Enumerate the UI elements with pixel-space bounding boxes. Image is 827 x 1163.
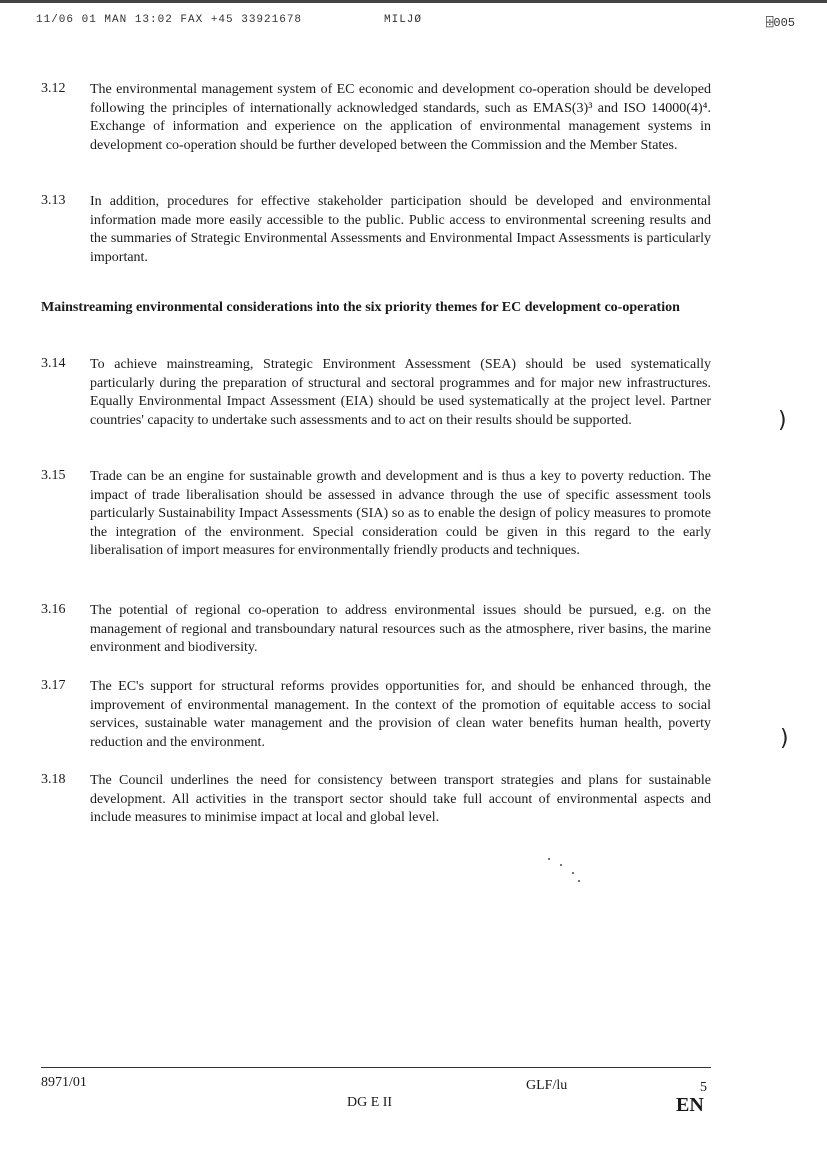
fax-header-left: 11/06 01 MAN 13:02 FAX +45 33921678 bbox=[36, 14, 303, 26]
paragraph-number: 3.12 bbox=[41, 81, 66, 96]
paragraph-text: In addition, procedures for effective stakeholder participation should be developed and environmental information made more easily accessible to the public. Public access to environmental screening results and the summaries of Strategic Environmental Assessments and Environmental Impact Assessments is particularly important. bbox=[90, 194, 711, 265]
fax-page-number: 005 bbox=[773, 16, 795, 30]
paragraph-number: 3.15 bbox=[41, 468, 66, 483]
paragraph-3-15 bbox=[41, 468, 711, 561]
paragraph-text: The potential of regional co-operation to address environmental issues should be pursued, e.g. on the management of regional and transboundary natural resources such as the atmosphere, river basins, the marine environment and biodiversity. bbox=[90, 603, 711, 656]
paragraph-number: 3.14 bbox=[41, 356, 66, 371]
scan-speck bbox=[560, 864, 562, 866]
paragraph-number: 3.16 bbox=[41, 602, 66, 617]
paragraph-number: 3.18 bbox=[41, 772, 66, 787]
paragraph-number: 3.17 bbox=[41, 678, 66, 693]
paragraph-number: 3.13 bbox=[41, 193, 66, 208]
paragraph-3-12 bbox=[41, 81, 711, 155]
scan-speck bbox=[572, 872, 574, 874]
paragraph-text: To achieve mainstreaming, Strategic Environment Assessment (SEA) should be used systematically particularly during the preparation of structural and sectoral programmes and for major new infrastructures. Equally Environmental Impact Assessment (EIA) should be used systematically at the project level. Partner countries' capacity to undertake such assessments and to act on their results should be supported. bbox=[90, 357, 711, 428]
paragraph-3-16 bbox=[41, 602, 711, 658]
paragraph-text: The environmental management system of EC economic and development co-operation should be developed following the principles of internationally acknowledged standards, such as EMAS(3)³ and ISO 14000(4)⁴. Exchange of information and experience on the application of environmental management systems in development co-operation should be further developed between the Commission and the Member States. bbox=[90, 82, 711, 153]
footer-rule bbox=[41, 1067, 711, 1068]
fax-header-center: MILJØ bbox=[384, 14, 423, 26]
footer-doc-number: 8971/01 bbox=[41, 1075, 87, 1090]
paragraph-text: Trade can be an engine for sustainable growth and development and is thus a key to poverty reduction. The impact of trade liberalisation should be assessed in advance through the use of specific assessment tools particularly Sustainability Impact Assessments (SIA) so as to enable the design of policy measures to promote the integration of the environment. Special consideration could be given in this regard to the early liberalisation of import measures for environmentally friendly products and techniques. bbox=[90, 469, 711, 559]
margin-bracket-mark: ) bbox=[780, 726, 789, 751]
paragraph-3-14 bbox=[41, 356, 711, 430]
scan-speck bbox=[578, 880, 580, 882]
margin-bracket-mark: ) bbox=[778, 408, 787, 433]
section-heading: Mainstreaming environmental considerations into the six priority themes for EC development co-operation bbox=[41, 300, 680, 315]
paragraph-3-13 bbox=[41, 193, 711, 267]
paragraph-text: The EC's support for structural reforms provides opportunities for, and should be enhanced through, the improvement of environmental management. In the context of the promotion of equitable access to social services, sustainable water management and the provision of clean water benefits human health, poverty reduction and the environment. bbox=[90, 679, 711, 750]
footer-reference: GLF/lu bbox=[526, 1078, 568, 1093]
footer-language: EN bbox=[676, 1094, 704, 1116]
fax-icon: ⌹ bbox=[766, 16, 774, 30]
footer-directorate: DG E II bbox=[347, 1095, 393, 1110]
footer-page-number: 5 bbox=[700, 1080, 707, 1095]
paragraph-text: The Council underlines the need for consistency between transport strategies and plans for sustainable development. All activities in the transport sector should take full account of environmental aspects and include measures to minimise impact at local and global level. bbox=[90, 773, 711, 826]
paragraph-3-17 bbox=[41, 678, 711, 752]
fax-top-border bbox=[0, 0, 827, 3]
paragraph-3-18 bbox=[41, 772, 711, 828]
scan-speck bbox=[548, 858, 550, 860]
fax-page-counter bbox=[766, 15, 795, 30]
